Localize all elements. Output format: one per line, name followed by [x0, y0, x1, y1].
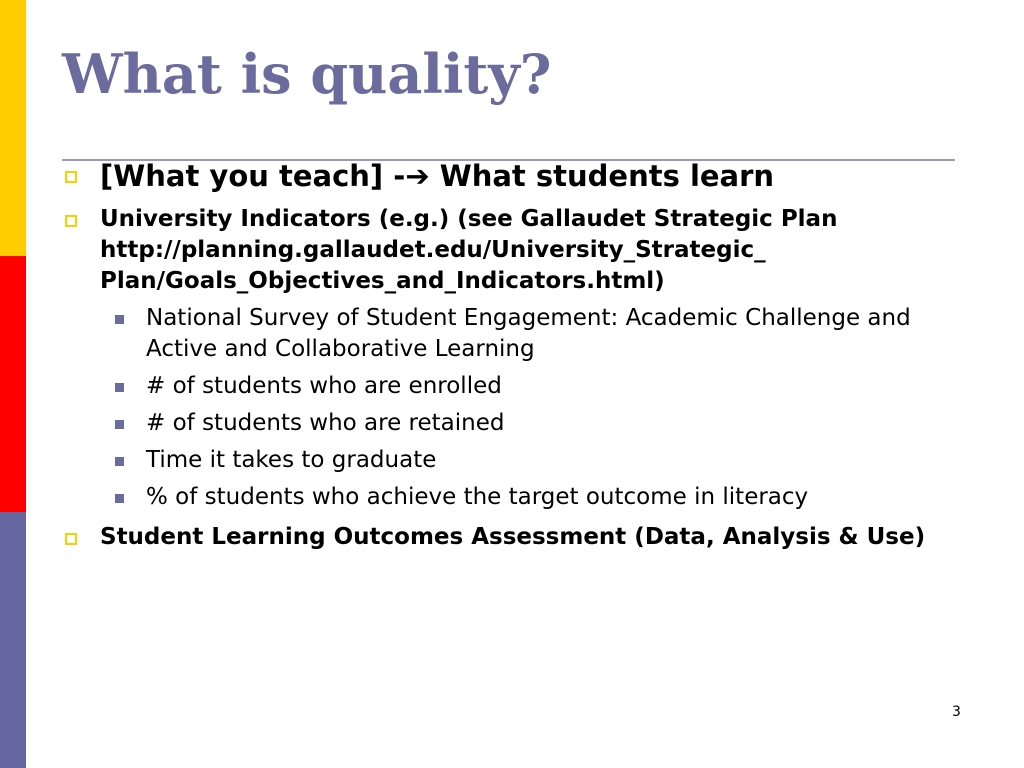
filled-square-bullet-icon	[115, 420, 124, 429]
sub-bullet-graduate	[62, 445, 962, 476]
slide-body	[62, 157, 962, 553]
sub-bullet-text: Time it takes to graduate	[146, 447, 437, 473]
side-bar-blue	[0, 512, 26, 768]
sub-bullet-text: % of students who achieve the target outcome in literacy	[146, 484, 809, 510]
sub-bullet-literacy	[62, 482, 962, 513]
sub-bullet-text: # of students who are enrolled	[146, 373, 502, 399]
filled-square-bullet-icon	[115, 383, 124, 392]
sub-bullet-nsse	[62, 303, 962, 365]
slide-title: What is quality?	[62, 42, 552, 106]
bullet-what-you-teach	[62, 157, 962, 195]
square-bullet-icon	[65, 533, 77, 545]
sub-bullet-retained	[62, 408, 962, 439]
bullet-university-indicators	[62, 204, 962, 297]
sub-bullet-text: # of students who are retained	[146, 410, 505, 436]
bullet-text: University Indicators (e.g.) (see Gallaudet Strategic Plan	[100, 206, 838, 232]
sub-bullet-text: National Survey of Student Engagement: Academic Challenge and Active and Collaborative Learning	[146, 305, 911, 362]
bullet-text: Student Learning Outcomes Assessment (Data, Analysis & Use)	[100, 524, 926, 550]
strategic-plan-url-continued: Plan/Goals_Objectives_and_Indicators.html)	[100, 268, 665, 294]
indicator-sublist	[62, 303, 962, 513]
sub-bullet-enrolled	[62, 371, 962, 402]
filled-square-bullet-icon	[115, 457, 124, 466]
filled-square-bullet-icon	[115, 494, 124, 503]
side-bar-yellow	[0, 0, 26, 256]
filled-square-bullet-icon	[115, 315, 124, 324]
square-bullet-icon	[65, 171, 77, 183]
bullet-text: What students learn	[429, 159, 775, 193]
bullet-text: [What you teach] -	[100, 159, 406, 193]
side-bar-red	[0, 256, 26, 512]
square-bullet-icon	[65, 215, 77, 227]
strategic-plan-url: http://planning.gallaudet.edu/University_Strategic_	[100, 237, 766, 263]
bullet-learning-outcomes	[62, 522, 962, 553]
page-number: 3	[952, 704, 961, 720]
arrow-right-icon: ➔	[405, 159, 430, 193]
